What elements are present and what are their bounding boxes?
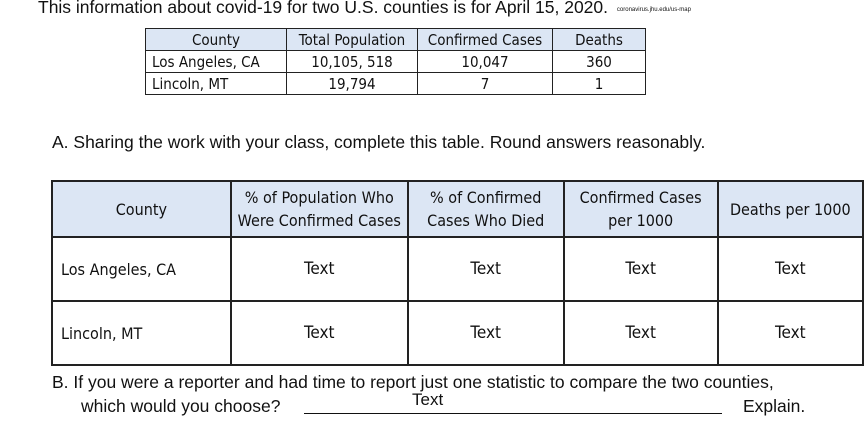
explain-label: Explain. [743, 396, 806, 416]
covid-data-table [145, 28, 646, 95]
deaths-cell: 360 [553, 51, 646, 73]
intro-text [38, 0, 691, 18]
population-cell: 10,105, 518 [287, 51, 418, 73]
header-text: County [115, 199, 167, 219]
table-row [52, 237, 863, 301]
county-cell: Lincoln, MT [52, 301, 231, 365]
answer-cell[interactable]: Text [408, 301, 564, 365]
question-b-line1: B. If you were a reporter and had time to report just one statistic to compare the two counties, [52, 372, 774, 392]
table-row [52, 301, 863, 365]
header-text: % of Confirmed [430, 188, 542, 207]
answer-blank-line [304, 413, 722, 414]
answer-cell[interactable]: Text [231, 237, 408, 301]
header-county: County [146, 29, 287, 51]
header-total-population: Total Population [287, 29, 418, 51]
table-row [146, 51, 646, 73]
answer-cell[interactable]: Text [231, 301, 408, 365]
cases-cell: 10,047 [418, 51, 553, 73]
question-a: A. Sharing the work with your class, complete this table. Round answers reasonably. [52, 132, 706, 152]
source-citation: coronavirus.jhu.edu/us-map [616, 7, 691, 13]
header-text: Confirmed Cases [579, 188, 702, 207]
answer-cell[interactable]: Text [564, 301, 718, 365]
header-text: Were Confirmed Cases [237, 211, 401, 230]
answer-cell[interactable]: Text [408, 237, 564, 301]
work-header-pct-died [408, 181, 564, 237]
intro-sentence: This information about covid-19 for two U.S. counties is for April 15, 2020. [38, 0, 609, 17]
answer-input[interactable]: Text [412, 390, 444, 409]
county-cell: Los Angeles, CA [52, 237, 231, 301]
work-header-cases-per-1000 [564, 181, 718, 237]
county-cell: Los Angeles, CA [146, 51, 287, 73]
header-deaths: Deaths [553, 29, 646, 51]
work-table-header-row [52, 181, 863, 237]
work-header-county [52, 181, 231, 237]
deaths-cell: 1 [553, 73, 646, 95]
answer-cell[interactable]: Text [718, 301, 863, 365]
header-text: Deaths per 1000 [729, 199, 851, 219]
cases-cell: 7 [418, 73, 553, 95]
header-text: Cases Who Died [427, 211, 545, 230]
answer-cell[interactable]: Text [564, 237, 718, 301]
population-cell: 19,794 [287, 73, 418, 95]
work-table [51, 180, 864, 366]
header-text: per 1000 [608, 211, 674, 230]
table-row [146, 73, 646, 95]
header-confirmed-cases: Confirmed Cases [418, 29, 553, 51]
header-text: % of Population Who [244, 188, 394, 207]
work-header-deaths-per-1000 [718, 181, 863, 237]
work-header-pct-population [231, 181, 408, 237]
question-b-line2: which would you choose? [81, 396, 281, 416]
table-header-row [146, 29, 646, 51]
county-cell: Lincoln, MT [146, 73, 287, 95]
answer-cell[interactable]: Text [718, 237, 863, 301]
